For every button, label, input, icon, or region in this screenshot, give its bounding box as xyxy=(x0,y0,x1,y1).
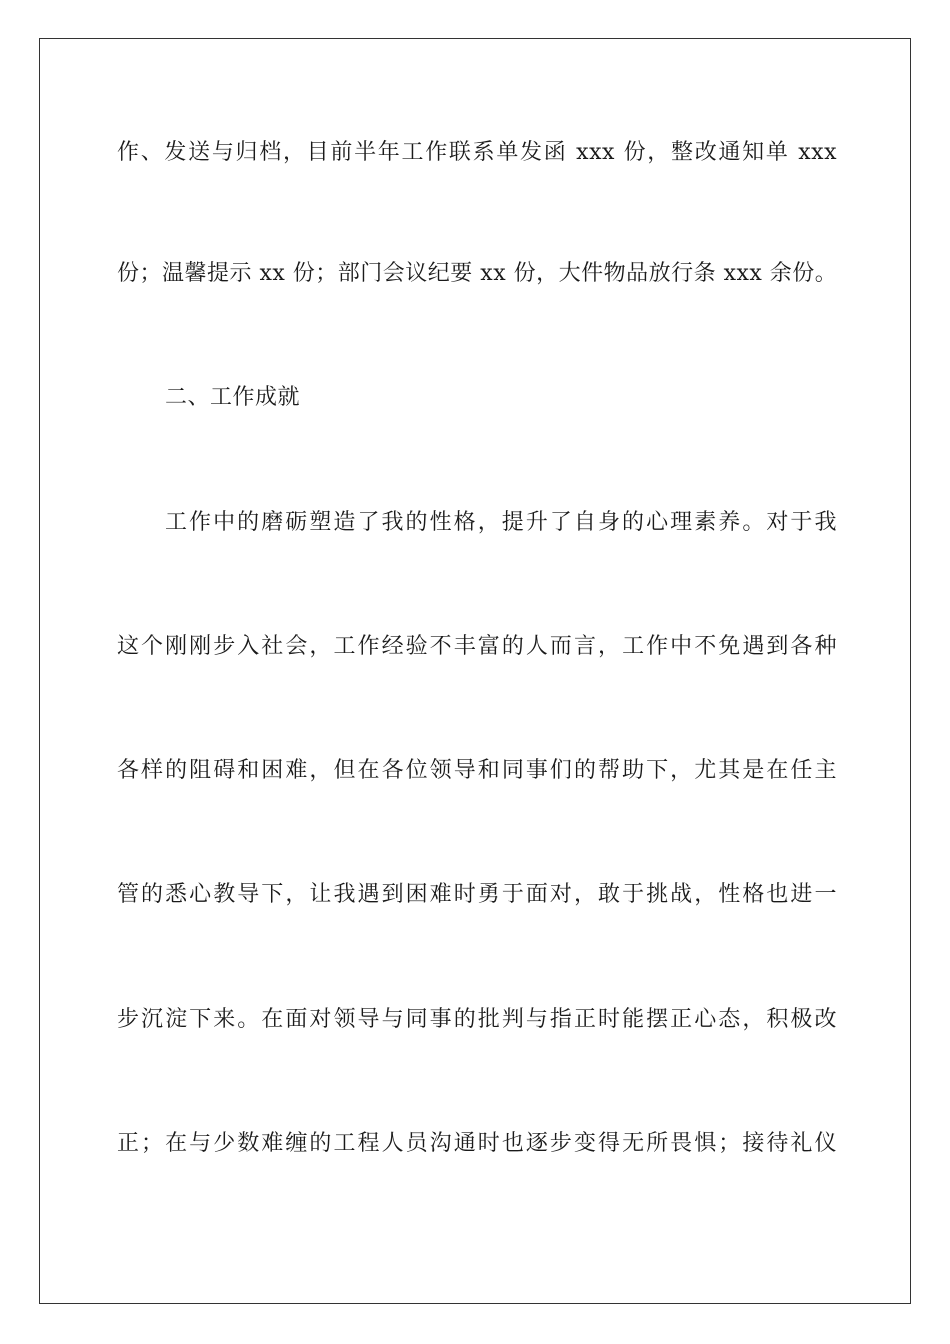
section-heading: 二、工作成就 xyxy=(165,385,301,410)
page-border xyxy=(39,38,911,1304)
body-text-line-4: 这个刚刚步入社会，工作经验不丰富的人而言，工作中不免遇到各种 xyxy=(117,634,837,659)
body-text-line-8: 正；在与少数难缠的工程人员沟通时也逐步变得无所畏惧；接待礼仪 xyxy=(117,1131,837,1156)
body-text-line-2: 份；温馨提示 xx 份；部门会议纪要 xx 份，大件物品放行条 xxx 余份。 xyxy=(117,261,838,286)
body-text-line-7: 步沉淀下来。在面对领导与同事的批判与指正时能摆正心态，积极改 xyxy=(117,1007,837,1032)
body-text-line-3: 工作中的磨砺塑造了我的性格，提升了自身的心理素养。对于我 xyxy=(165,510,837,535)
body-text-line-6: 管的悉心教导下，让我遇到困难时勇于面对，敢于挑战，性格也进一 xyxy=(117,882,837,907)
body-text-line-5: 各样的阻碍和困难，但在各位领导和同事们的帮助下，尤其是在任主 xyxy=(117,758,837,783)
body-text-line-1: 作、发送与归档，目前半年工作联系单发函 xxx 份，整改通知单 xxx xyxy=(117,140,837,165)
